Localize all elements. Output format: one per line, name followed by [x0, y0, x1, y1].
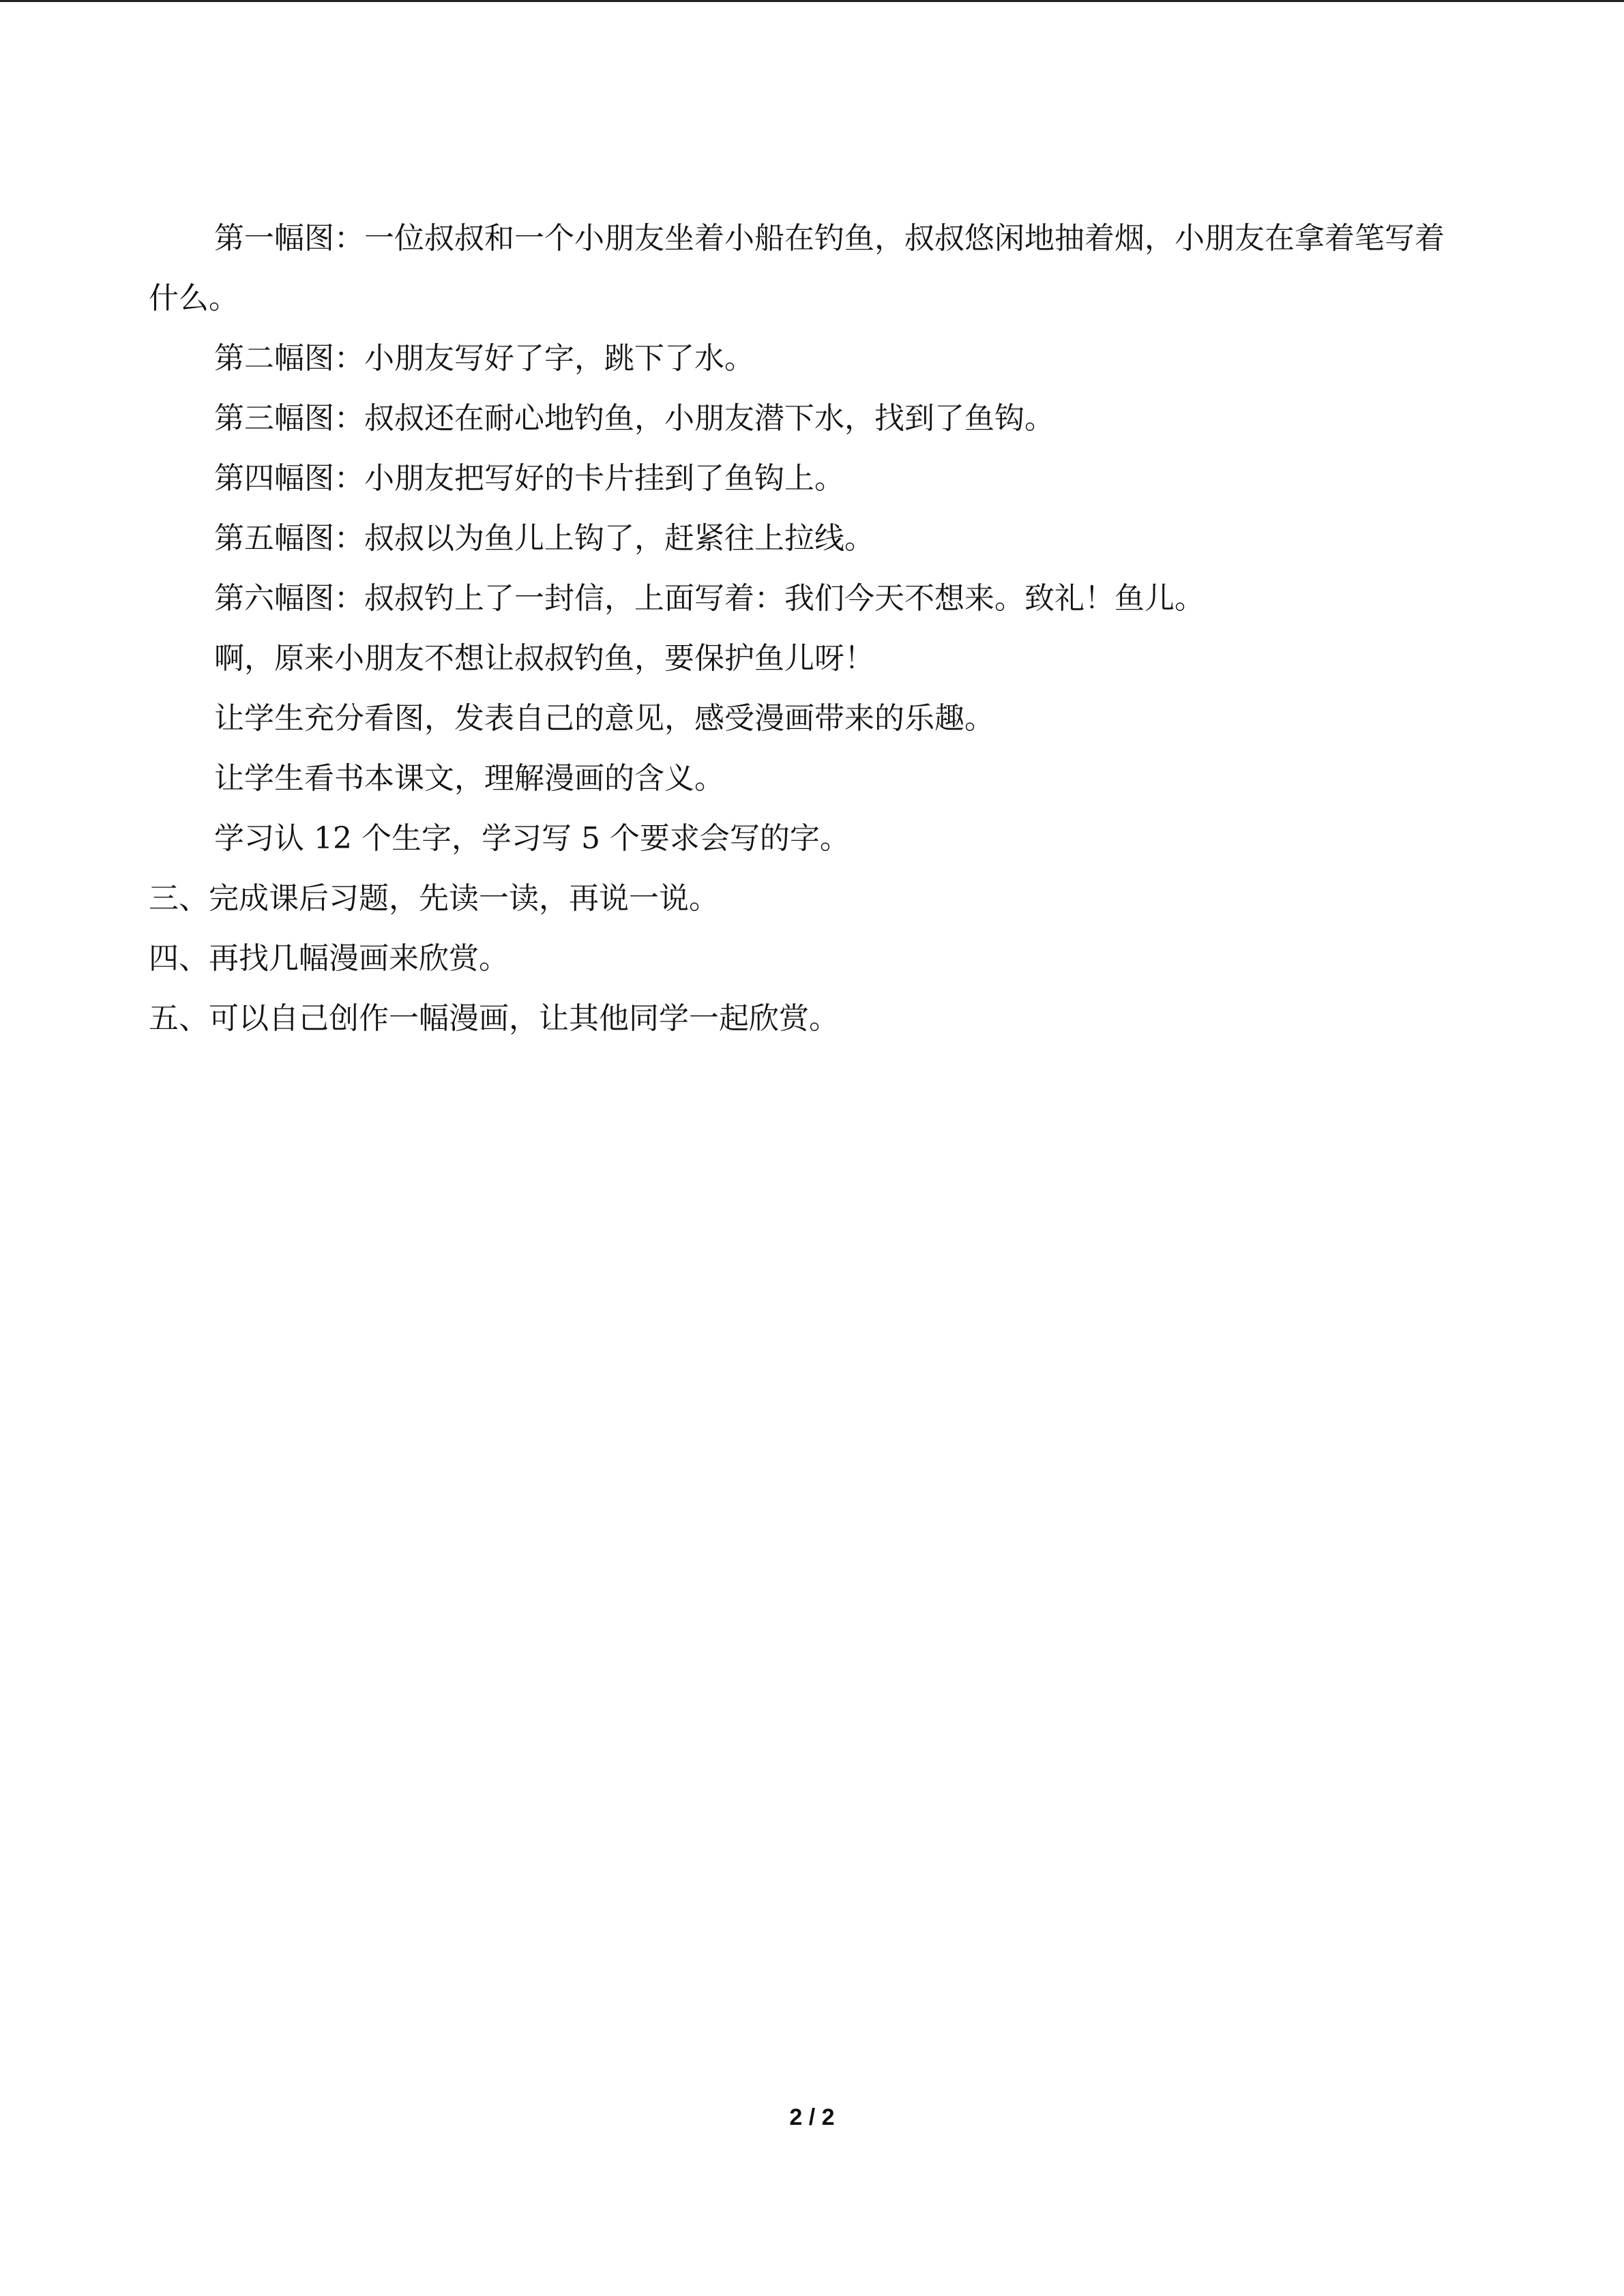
paragraph-conclusion: 啊，原来小朋友不想让叔叔钓鱼，要保护鱼儿呀！ [214, 641, 874, 676]
page-number: 2 / 2 [789, 2104, 835, 2130]
paragraph-activity-read: 让学生看书本课文，理解漫画的含义。 [214, 761, 724, 796]
paragraph-picture-5: 第五幅图：叔叔以为鱼儿上钩了，赶紧往上拉线。 [214, 521, 874, 556]
section-five: 五、可以自己创作一幅漫画，让其他同学一起欣赏。 [149, 1001, 839, 1036]
section-four: 四、再找几幅漫画来欣赏。 [149, 941, 509, 976]
document-body [149, 209, 1464, 1049]
paragraph-picture-2: 第二幅图：小朋友写好了字，跳下了水。 [214, 341, 754, 376]
paragraph-picture-4: 第四幅图：小朋友把写好的卡片挂到了鱼钩上。 [214, 461, 844, 496]
section-three: 三、完成课后习题，先读一读，再说一说。 [149, 881, 719, 916]
paragraph-picture-6: 第六幅图：叔叔钓上了一封信，上面写着：我们今天不想来。致礼！鱼儿。 [214, 581, 1205, 616]
paragraph-picture-1: 第一幅图：一位叔叔和一个小朋友坐着小船在钓鱼，叔叔悠闲地抽着烟，小朋友在拿着笔写着什么。 [149, 221, 1445, 316]
paragraph-activity-characters: 学习认 12 个生字，学习写 5 个要求会写的字。 [214, 821, 850, 856]
paragraph-activity-observe: 让学生充分看图，发表自己的意见，感受漫画带来的乐趣。 [214, 701, 994, 736]
paragraph-picture-3: 第三幅图：叔叔还在耐心地钓鱼，小朋友潜下水，找到了鱼钩。 [214, 401, 1054, 436]
page-top-border [0, 0, 1624, 2]
